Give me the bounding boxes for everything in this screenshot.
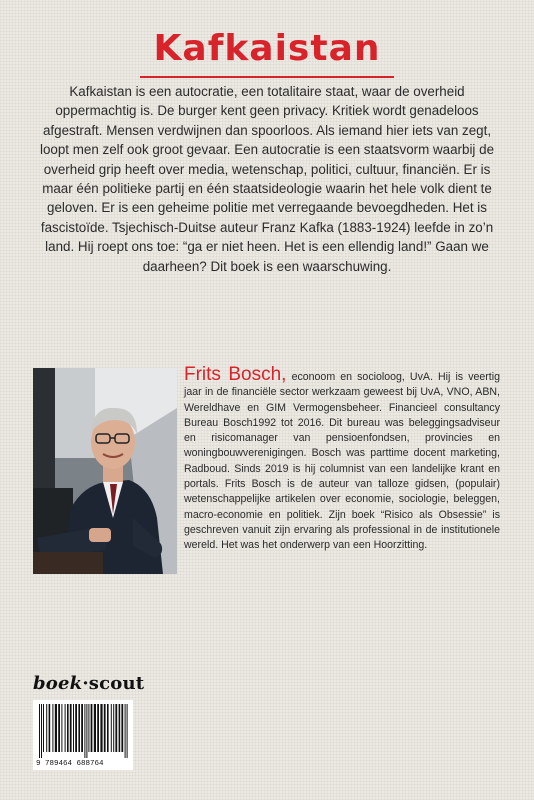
barcode-bar xyxy=(81,704,83,752)
barcode-bar xyxy=(61,704,62,752)
barcode-bar xyxy=(70,704,72,752)
barcode-bar xyxy=(115,704,117,752)
barcode-bar xyxy=(100,704,102,752)
barcode-bar xyxy=(104,704,106,752)
book-title: Kafkaistan xyxy=(153,28,381,69)
barcode-bar xyxy=(73,704,74,752)
isbn-barcode xyxy=(33,700,133,770)
barcode-bar xyxy=(75,704,77,752)
barcode-bar xyxy=(46,704,47,752)
barcode-bar xyxy=(111,704,112,752)
barcode-bar xyxy=(43,704,44,752)
barcode-bar xyxy=(84,704,85,758)
author-photo xyxy=(33,368,177,574)
barcode-bar xyxy=(58,704,60,752)
barcode-bar xyxy=(94,704,96,752)
barcode-bar xyxy=(41,704,42,758)
barcode-bar xyxy=(39,704,40,758)
barcode-bar xyxy=(97,704,99,752)
author-bio-text: econoom en socioloog, UvA. Hij is veertig jaar in de financiële sector werkzaam geweest bij UvA, VNO, ABN, Wereldhave en GIM Vermogensbeheer. Financieel consultancy Bureau Bosch1992 tot 2016. Dit bureau was beleggingsadviseur en risicomanager van pensioenfondsen, provincies en woningbouwverenigingen. Bosch was parttime docent marketing, Radboud. Sinds 2019 is hij columnist van een landelijke krant en portals. Frits Bosch is de auteur van talloze gidsen, (populair) wetenschappelijke artikelen over economie, sociologie, beleggen, macro-economie en politiek. Zijn boek “Risico als Obsessie” is geschreven vanuit zijn ervaring als professional in de institutionele wereld. Het was het onderwerp van een Hoorzitting. xyxy=(184,371,500,552)
barcode-bar xyxy=(121,704,123,752)
barcode-bar xyxy=(88,704,89,752)
title-underline xyxy=(140,76,394,78)
barcode-bar xyxy=(49,704,51,752)
back-cover-blurb: Kafkaistan is een autocratie, een totalitaire staat, waar de overheid oppermachtig is. De burger kent geen privacy. Kritiek wordt genadeloos afgestraft. Mensen verdwijnen dan spoorloos. Als iemand hier iets van zegt, loopt men zelf ook groot gevaar. Een autocratie is een staatsvorm waarbij de overheid grip heeft over media, wetenschap, politici, cultuur, financiën. Er is maar één politieke partij en één staatsideologie waarin het hele volk dient te geloven. Er is een geheime politie met verregaande bevoegdheden. Het is fascistoïde. Tsjechisch-Duitse auteur Franz Kafka (1883-1924) leefde in zo’n land. Hij roept ons toe: “ga er niet heen. Het is een ellendig land!” Gaan we daarheen? Dit boek is een waarschuwing. xyxy=(39,84,495,274)
author-name: Frits Bosch, xyxy=(184,364,287,385)
barcode-bar xyxy=(52,704,53,752)
publisher-logo: boek·scout xyxy=(33,673,145,694)
barcode-bars xyxy=(33,700,133,762)
barcode-bar xyxy=(55,704,57,752)
barcode-number: 9 789464 688764 xyxy=(36,760,104,768)
barcode-bar xyxy=(119,704,121,752)
barcode-bar xyxy=(125,704,126,758)
barcode-bar xyxy=(67,704,69,752)
barcode-bar xyxy=(91,704,93,752)
barcode-bar xyxy=(86,704,87,758)
barcode-bar xyxy=(107,704,109,752)
barcode-bar xyxy=(65,704,66,752)
barcode-bar xyxy=(127,704,128,758)
author-bio xyxy=(184,366,500,554)
barcode-bar xyxy=(113,704,114,752)
barcode-bar xyxy=(78,704,80,752)
